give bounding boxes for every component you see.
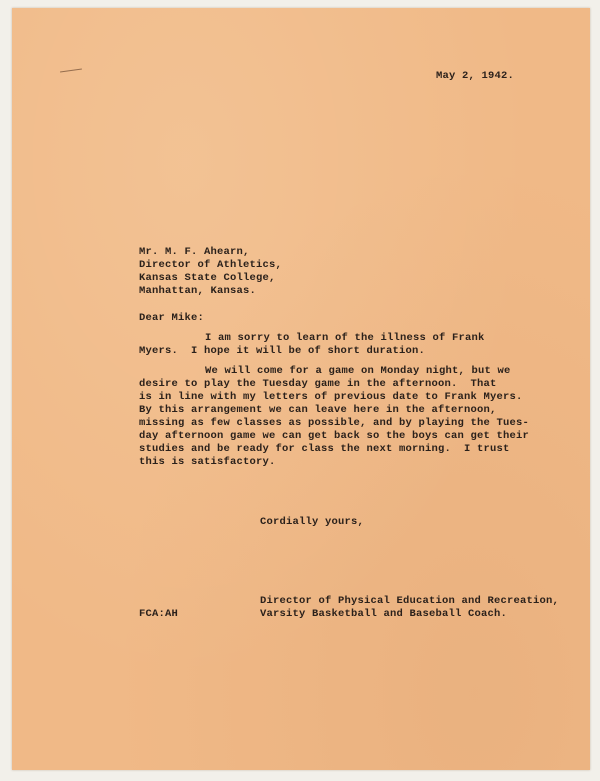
reference-initials: FCA:AH — [139, 608, 179, 620]
body-line: We will come for a game on Monday night, but we — [205, 365, 511, 377]
body-line: is in line with my letters of previous date to Frank Myers. — [139, 391, 523, 403]
address-line-title: Director of Athletics, — [139, 259, 283, 271]
closing: Cordially yours, — [260, 516, 365, 528]
signature-title-2: Varsity Basketball and Baseball Coach. — [260, 608, 508, 620]
address-line-name: Mr. M. F. Ahearn, — [139, 246, 250, 258]
letter-date: May 2, 1942. — [436, 70, 515, 82]
body-line: day afternoon game we can get back so the boys can get their — [139, 430, 530, 442]
salutation: Dear Mike: — [139, 312, 205, 324]
body-line: studies and be ready for class the next morning. I trust — [139, 443, 510, 455]
body-line: Myers. I hope it will be of short duration. — [139, 345, 426, 357]
signature-title-1: Director of Physical Education and Recreation, — [260, 595, 560, 607]
address-line-city: Manhattan, Kansas. — [139, 285, 257, 297]
address-line-institution: Kansas State College, — [139, 272, 276, 284]
body-line: missing as few classes as possible, and by playing the Tues- — [139, 417, 530, 429]
paper-mark — [60, 68, 82, 72]
body-line: I am sorry to learn of the illness of Frank — [205, 332, 485, 344]
body-line: desire to play the Tuesday game in the afternoon. That — [139, 378, 497, 390]
body-line: By this arrangement we can leave here in the afternoon, — [139, 404, 497, 416]
body-line: this is satisfactory. — [139, 456, 276, 468]
letter-page — [12, 8, 590, 770]
